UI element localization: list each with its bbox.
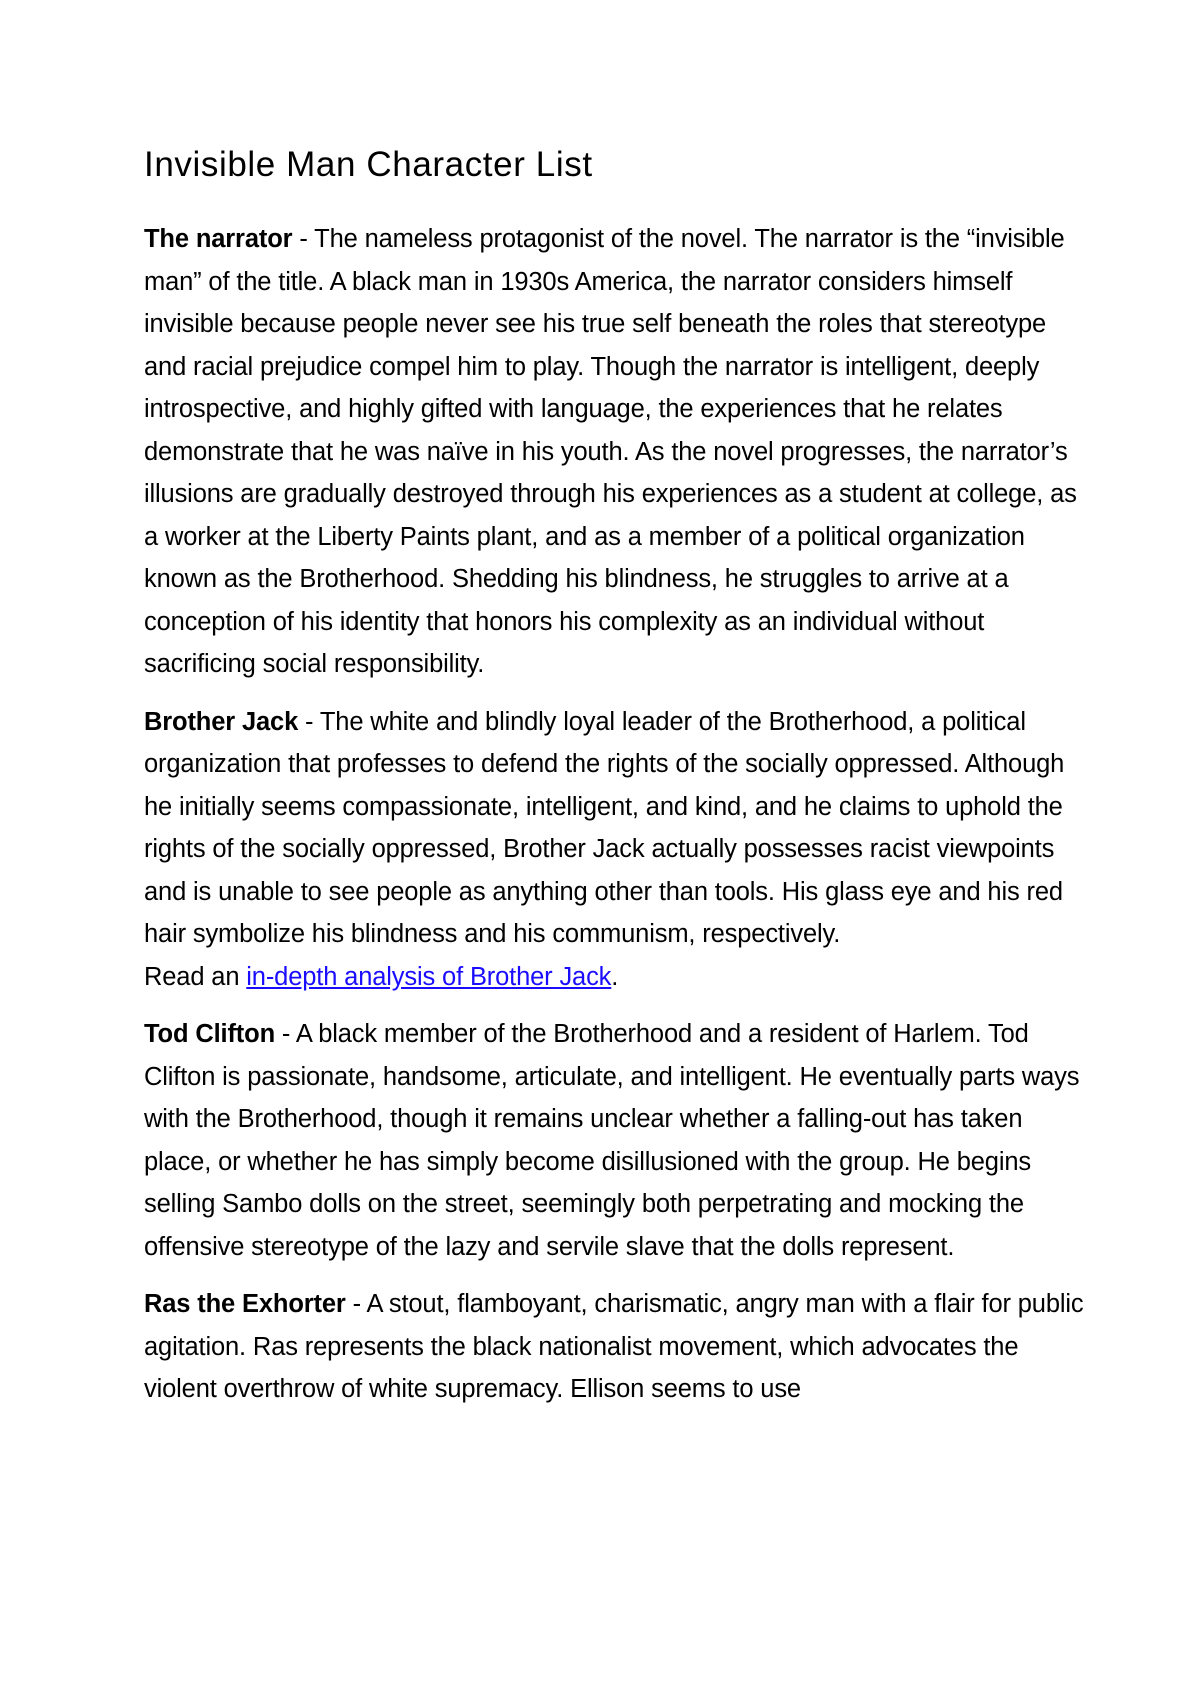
- name-separator: -: [345, 1290, 367, 1318]
- character-name: Ras the Exhorter: [144, 1290, 346, 1318]
- read-analysis-prefix: Read an: [144, 962, 247, 991]
- character-entry-ras-the-exhorter: [144, 1283, 1084, 1411]
- character-description: The white and blindly loyal leader of the Brotherhood, a political organization that professes to defend the rights of the socially oppressed. Although he initially seems compassionate, intelligent, and kind, and he claims to uphold the rights of the socially oppressed, Brother Jack actually possesses racist viewpoints and is unable to see people as anything other than tools. His glass eye and his red hair symbolize his blindness and his communism, respectively.: [144, 707, 1065, 948]
- name-separator: -: [292, 225, 315, 253]
- analysis-link-brother-jack[interactable]: in-depth analysis of Brother Jack: [246, 962, 612, 991]
- name-separator: -: [298, 707, 320, 736]
- character-description: A stout, flamboyant, charismatic, angry man with a flair for public agitation. Ras represents the black nationalist movement, which advocates the violent overthrow of white supremacy. Ellison seems to use: [144, 1290, 1084, 1403]
- document-title: Invisible Man Character List: [144, 145, 593, 184]
- character-description: The nameless protagonist of the novel. The narrator is the “invisible man” of the title. A black man in 1930s America, the narrator considers himself invisible because people never see his true self beneath the roles that stereotype and racial prejudice compel him to play. Though the narrator is intelligent, deeply introspective, and highly gifted with language, the experiences that he relates demonstrate that he was naïve in his youth. As the novel progresses, the narrator’s illusions are gradually destroyed through his experiences as a student at college, as a worker at the Liberty Paints plant, and as a member of a political organization known as the Brotherhood. Shedding his blindness, he struggles to arrive at a conception of his identity that honors his complexity as an individual without sacrificing social responsibility.: [144, 225, 1077, 678]
- read-analysis-suffix: .: [611, 962, 619, 991]
- document-page: [144, 138, 1084, 1426]
- character-description: A black member of the Brotherhood and a resident of Harlem. Tod Clifton is passionate, handsome, articulate, and intelligent. He eventually parts ways with the Brotherhood, though it remains unclear whether a falling-out has taken place, or whether he has simply become disillusioned with the group. He begins selling Sambo dolls on the street, seemingly both perpetrating and mocking the offensive stereotype of the lazy and servile slave that the dolls represent.: [144, 1020, 1080, 1261]
- name-separator: -: [275, 1020, 296, 1048]
- character-entry-narrator: [144, 218, 1084, 686]
- character-entry-tod-clifton: [144, 1013, 1084, 1268]
- character-name: The narrator: [144, 225, 293, 253]
- character-name: Brother Jack: [144, 707, 299, 736]
- character-entry-brother-jack: [144, 701, 1084, 999]
- character-name: Tod Clifton: [144, 1020, 275, 1048]
